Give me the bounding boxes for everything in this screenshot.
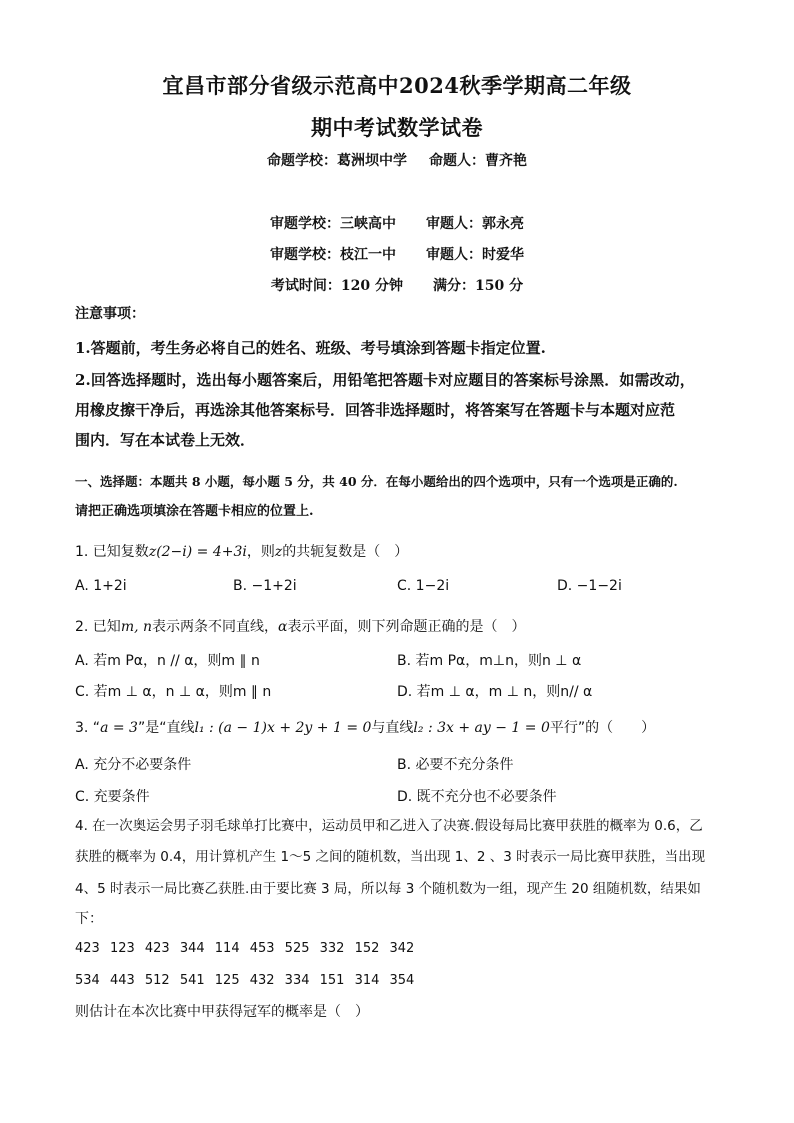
question-1-stem [75,536,735,568]
reviewer2-line [0,244,794,264]
section1-instructions-line2: 请把正确选项填涂在答题卡相应的位置上. [75,504,314,519]
q3-option-b: B. 必要不充分条件 [397,757,514,773]
exam-title-line1: 宜昌市部分省级示范高中2024秋季学期高二年级 [162,73,632,98]
notice-item2-line1: 2.回答选择题时，选出每小题答案后，用铅笔把答题卡对应题目的答案标号涂黑．如需改动， [75,371,695,389]
q1-var: z [274,544,283,560]
exam-info-line [0,275,794,295]
q3-line2-eq: l₂ : 3x + ay − 1 = 0 [413,720,550,736]
q1-option-b: B. −1+2i [233,578,297,594]
question-4-line3: 4、5 时表示一局比赛乙获胜.由于要比赛 3 局，所以每 3 个随机数为一组，现产生 20 组随机数，结果如 [75,881,701,897]
q3-option-a: A. 充分不必要条件 [75,757,192,773]
q2-suffix: 表示平面，则下列命题正确的是（ ） [287,619,526,635]
reviewer1-school: 审题学校：三峡高中 [270,216,396,232]
question-4-line1: 4. 在一次奥运会男子羽毛球单打比赛中，运动员甲和乙进入了决赛.假设每局比赛甲获胜的概率为 0.6，乙 [75,818,703,834]
q2-vars: m, n [120,619,153,635]
notice-heading: 注意事项： [75,306,145,322]
q2-option-a: A. 若m Pα，n // α，则m ∥ n [75,653,260,669]
q1-option-d: D. −1−2i [557,578,622,594]
proposer-school: 命题学校：葛洲坝中学 [267,153,407,169]
question-3-stem [75,712,735,744]
reviewer1-line [0,213,794,233]
q2-alpha: α [278,619,288,635]
q3-part3: 与直线 [371,720,414,736]
q2-middle: 表示两条不同直线， [152,619,279,635]
reviewer1-person: 审题人：郭永亮 [426,216,524,232]
exam-time: 考试时间：120 分钟 [270,278,403,294]
q3-part1: 3. “ [75,720,101,736]
question-4-question: 则估计在本次比赛中甲获得冠军的概率是（ ） [75,1004,369,1020]
q4-random-numbers-row1: 423 123 423 344 114 453 525 332 152 342 [75,941,415,956]
full-score: 满分：150 分 [433,278,524,294]
q2-option-c: C. 若m ⊥ α，n ⊥ α，则m ∥ n [75,684,272,700]
q3-part4: 平行”的（ ） [549,720,656,736]
reviewer2-school: 审题学校：枝江一中 [270,247,396,263]
q1-middle: ，则 [246,544,275,560]
q3-line1-eq: l₁ : (a − 1)x + 2y + 1 = 0 [194,720,372,736]
q1-suffix: 的共轭复数是（ ） [282,544,409,560]
section1-instructions-line1: 一、选择题：本题共 8 小题，每小题 5 分，共 40 分．在每小题给出的四个选项中，只有一个选项是正确的. [75,474,678,489]
q3-option-d: D. 既不充分也不必要条件 [397,789,557,805]
q3-condition: a = 3 [100,720,138,736]
q4-random-numbers-row2: 534 443 512 541 125 432 334 151 314 354 [75,973,415,988]
proposer-person: 命题人：曹齐艳 [429,153,527,169]
q1-option-c: C. 1−2i [397,578,450,594]
q2-option-d: D. 若m ⊥ α，m ⊥ n，则n// α [397,684,593,700]
q3-part2: ”是“直线 [137,720,195,736]
q1-prefix: 1. 已知复数 [75,544,149,560]
notice-item1: 1.答题前，考生务必将自己的姓名、班级、考号填涂到答题卡指定位置. [75,339,546,357]
q2-prefix: 2. 已知 [75,619,121,635]
q1-formula: z(2−i) = 4+3i [148,544,247,560]
exam-title-line2: 期中考试数学试卷 [311,115,483,140]
q2-option-b: B. 若m Pα，m⊥n，则n ⊥ α [397,653,582,669]
q3-option-c: C. 充要条件 [75,789,150,805]
reviewer2-person: 审题人：时爱华 [426,247,524,263]
q1-option-a: A. 1+2i [75,578,127,594]
question-4-line2: 获胜的概率为 0.4，用计算机产生 1～5 之间的随机数，当出现 1、2 、3 时表示一局比赛甲获胜，当出现 [75,849,706,865]
question-2-stem [75,611,735,643]
question-4-line4: 下： [75,911,103,927]
proposer-line [0,150,794,170]
notice-item2-line3: 围内．写在本试卷上无效． [75,431,256,449]
notice-item2-line2: 用橡皮擦干净后，再选涂其他答案标号．回答非选择题时，将答案写在答题卡与本题对应范 [75,401,676,419]
